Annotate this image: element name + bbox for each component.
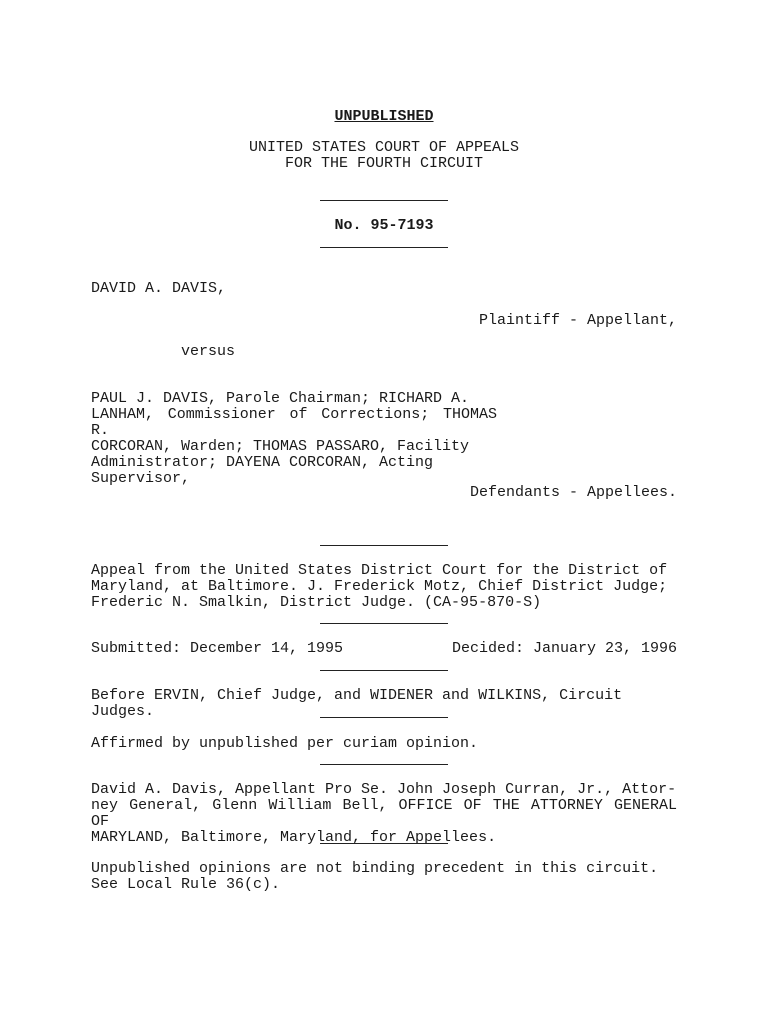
divider [320,200,448,201]
unpublished-label: UNPUBLISHED [334,108,434,125]
defendants-line: LANHAM, Commissioner of Corrections; THOMAS R. [91,406,497,439]
divider [320,717,448,718]
disposition: Affirmed by unpublished per curiam opinion. [91,735,479,752]
divider [320,247,448,248]
plaintiff-name: DAVID A. DAVIS, [91,280,227,297]
panel-judges: Before ERVIN, Chief Judge, and WIDENER and WILKINS, Circuit Judges. [91,687,623,720]
counsel-line: David A. Davis, Appellant Pro Se. John Joseph Curran, Jr., Attor- [91,781,677,798]
versus-label: versus [181,343,236,360]
court-name-line1: UNITED STATES COURT OF APPEALS [248,139,520,156]
appeal-line: Frederic N. Smalkin, District Judge. (CA-95-870-S) [91,594,542,611]
appeal-line: Appeal from the United States District Court for the District of [91,562,668,579]
defendants-line: PAUL J. DAVIS, Parole Chairman; RICHARD A. [91,390,470,407]
plaintiff-role: Plaintiff - Appellant, [478,312,677,329]
notice-line: Unpublished opinions are not binding precedent in this circuit. [91,860,659,877]
divider [320,843,448,844]
notice-line: See Local Rule 36(c). [91,876,281,893]
counsel-paragraph [91,782,677,846]
precedent-notice [91,861,677,893]
appeal-paragraph [91,563,677,611]
counsel-line: MARYLAND, Baltimore, Maryland, for Appellees. [91,829,497,846]
divider [320,764,448,765]
defendants-line: Administrator; DAYENA CORCORAN, Acting [91,454,434,471]
divider [320,623,448,624]
court-name-line2: FOR THE FOURTH CIRCUIT [284,155,484,172]
decided-date: Decided: January 23, 1996 [451,640,677,657]
counsel-line: ney General, Glenn William Bell, OFFICE OF THE ATTORNEY GENERAL OF [91,797,677,830]
dates-row [91,641,677,657]
case-number: No. 95-7193 [334,217,434,234]
defendants-line: Supervisor, [91,470,191,487]
divider [320,545,448,546]
defendants-role: Defendants - Appellees. [469,484,677,501]
appeal-line: Maryland, at Baltimore. J. Frederick Motz, Chief District Judge; [91,578,668,595]
divider [320,670,448,671]
defendants-list [91,391,497,487]
submitted-date: Submitted: December 14, 1995 [91,640,344,657]
defendants-line: CORCORAN, Warden; THOMAS PASSARO, Facility [91,438,470,455]
